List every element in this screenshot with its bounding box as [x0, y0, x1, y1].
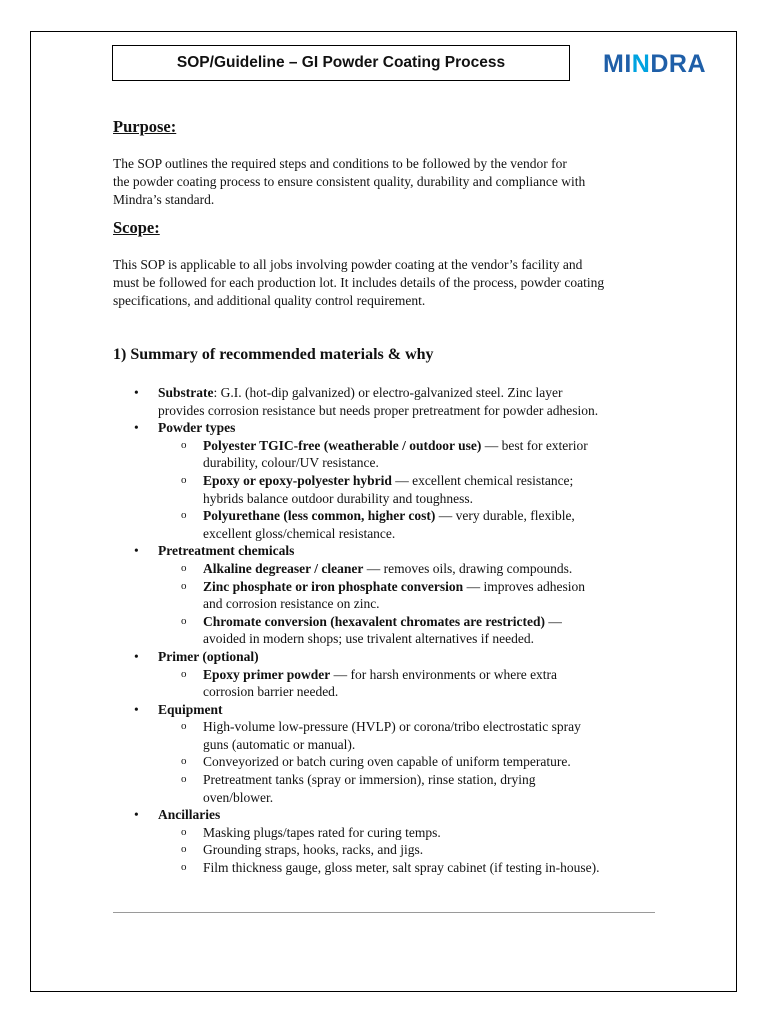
- ancillaries-label: Ancillaries: [158, 807, 221, 823]
- substrate-label: Substrate: [158, 385, 214, 400]
- substrate-text-cont: provides corrosion resistance but needs proper pretreatment for powder adhesion.: [158, 402, 599, 418]
- logo-text-mid: N: [631, 49, 651, 78]
- circle-bullet-icon: o: [181, 861, 187, 874]
- sub-item-bold: Polyester TGIC-free (weatherable / outdoor use): [203, 437, 482, 453]
- list-item-powder-types: [113, 419, 673, 437]
- circle-bullet-icon: o: [181, 579, 187, 592]
- pretreatment-label: Pretreatment chemicals: [158, 543, 295, 559]
- sub-item-text-cont: corrosion barrier needed.: [203, 684, 339, 700]
- mindra-logo: [603, 50, 706, 78]
- scope-line: must be followed for each production lot. It includes details of the process, powder coating: [113, 275, 605, 290]
- circle-bullet-icon: o: [181, 843, 187, 856]
- circle-bullet-icon: o: [181, 720, 187, 733]
- sub-item-bold: Alkaline degreaser / cleaner: [203, 560, 364, 576]
- sub-item-text-cont: durability, colour/UV resistance.: [203, 455, 379, 471]
- equipment-label: Equipment: [158, 701, 223, 717]
- list-item-primer: [113, 648, 673, 666]
- substrate-text: : G.I. (hot-dip galvanized) or electro-galvanized steel. Zinc layer: [213, 385, 563, 400]
- sub-item-bold: Chromate conversion (hexavalent chromates are restricted): [203, 613, 546, 629]
- sub-item: [113, 753, 673, 771]
- sub-item: [113, 560, 673, 578]
- sub-item-text: Masking plugs/tapes rated for curing temps.: [203, 824, 441, 840]
- sub-item-text-cont: excellent gloss/chemical resistance.: [203, 525, 396, 541]
- circle-bullet-icon: o: [181, 755, 187, 768]
- sub-item-text: — for harsh environments or where extra: [330, 666, 558, 682]
- sub-item-text: — removes oils, drawing compounds.: [363, 560, 573, 576]
- bullet-icon: •: [134, 420, 139, 436]
- primer-label: Primer (optional): [158, 648, 259, 664]
- sub-item-bold: Polyurethane (less common, higher cost): [203, 508, 436, 524]
- sub-item-bold: Epoxy primer powder: [203, 666, 331, 682]
- sub-item-text-cont: guns (automatic or manual).: [203, 736, 356, 752]
- sub-item-text: — best for exterior: [481, 437, 588, 453]
- list-item-ancillaries: [113, 806, 673, 824]
- scope-heading: Scope:: [113, 218, 160, 237]
- purpose-line: Mindra’s standard.: [113, 192, 215, 207]
- sub-item-text: High-volume low-pressure (HVLP) or corona/tribo electrostatic spray: [203, 719, 581, 735]
- purpose-line: The SOP outlines the required steps and conditions to be followed by the vendor for: [113, 156, 567, 171]
- bullet-icon: •: [134, 701, 139, 717]
- document-title: SOP/Guideline – GI Powder Coating Process: [112, 45, 570, 81]
- sub-item-text: Grounding straps, hooks, racks, and jigs.: [203, 842, 424, 858]
- section-title-summary: 1) Summary of recommended materials & why: [113, 346, 434, 363]
- circle-bullet-icon: o: [181, 773, 187, 786]
- sub-item: [113, 613, 673, 648]
- list-item-substrate: [113, 384, 673, 419]
- circle-bullet-icon: o: [181, 825, 187, 838]
- sub-item: [113, 859, 673, 877]
- circle-bullet-icon: o: [181, 473, 187, 486]
- logo-text-left: MI: [603, 49, 632, 78]
- scope-line: This SOP is applicable to all jobs involving powder coating at the vendor’s facility and: [113, 257, 583, 272]
- sub-item-text: — excellent chemical resistance;: [391, 472, 574, 488]
- sub-item-bold: Epoxy or epoxy-polyester hybrid: [203, 472, 392, 488]
- footer-divider: [113, 912, 655, 913]
- circle-bullet-icon: o: [181, 509, 187, 522]
- sub-item: [113, 472, 673, 507]
- bullet-icon: •: [134, 543, 139, 559]
- list-item-pretreatment: [113, 542, 673, 560]
- logo-text-right: DRA: [650, 49, 707, 78]
- sub-item-text-cont: avoided in modern shops; use trivalent alternatives if needed.: [203, 631, 535, 647]
- scope-paragraph: [113, 256, 658, 310]
- list-item-equipment: [113, 701, 673, 719]
- circle-bullet-icon: o: [181, 438, 187, 451]
- sub-item-text: —: [545, 613, 562, 629]
- sub-item-text: Conveyorized or batch curing oven capable of uniform temperature.: [203, 754, 571, 770]
- sub-item: [113, 578, 673, 613]
- sub-item-text-cont: hybrids balance outdoor durability and toughness.: [203, 490, 473, 506]
- sub-item: [113, 718, 673, 753]
- bullet-icon: •: [134, 648, 139, 664]
- bullet-icon: •: [134, 385, 139, 400]
- powder-types-label: Powder types: [158, 420, 236, 436]
- sub-item-bold: Zinc phosphate or iron phosphate conversion: [203, 578, 464, 594]
- sub-item-text-cont: oven/blower.: [203, 789, 274, 805]
- sub-item: [113, 771, 673, 806]
- circle-bullet-icon: o: [181, 614, 187, 627]
- purpose-paragraph: [113, 155, 658, 209]
- sub-item: [113, 507, 673, 542]
- sub-item: [113, 666, 673, 701]
- sub-item-text: — improves adhesion: [463, 578, 586, 594]
- sub-item-text-cont: and corrosion resistance on zinc.: [203, 596, 380, 612]
- scope-line: specifications, and additional quality control requirement.: [113, 293, 426, 308]
- sub-item-text: — very durable, flexible,: [435, 508, 575, 524]
- purpose-heading: Purpose:: [113, 117, 177, 136]
- circle-bullet-icon: o: [181, 667, 187, 680]
- sub-item: [113, 824, 673, 842]
- purpose-line: the powder coating process to ensure consistent quality, durability and compliance with: [113, 174, 586, 189]
- sub-item-text: Pretreatment tanks (spray or immersion), rinse station, drying: [203, 772, 536, 788]
- bullet-icon: •: [134, 807, 139, 823]
- materials-list: [113, 384, 673, 877]
- sub-item: [113, 841, 673, 859]
- sub-item-text: Film thickness gauge, gloss meter, salt spray cabinet (if testing in-house).: [203, 860, 600, 876]
- circle-bullet-icon: o: [181, 561, 187, 574]
- sub-item: [113, 437, 673, 472]
